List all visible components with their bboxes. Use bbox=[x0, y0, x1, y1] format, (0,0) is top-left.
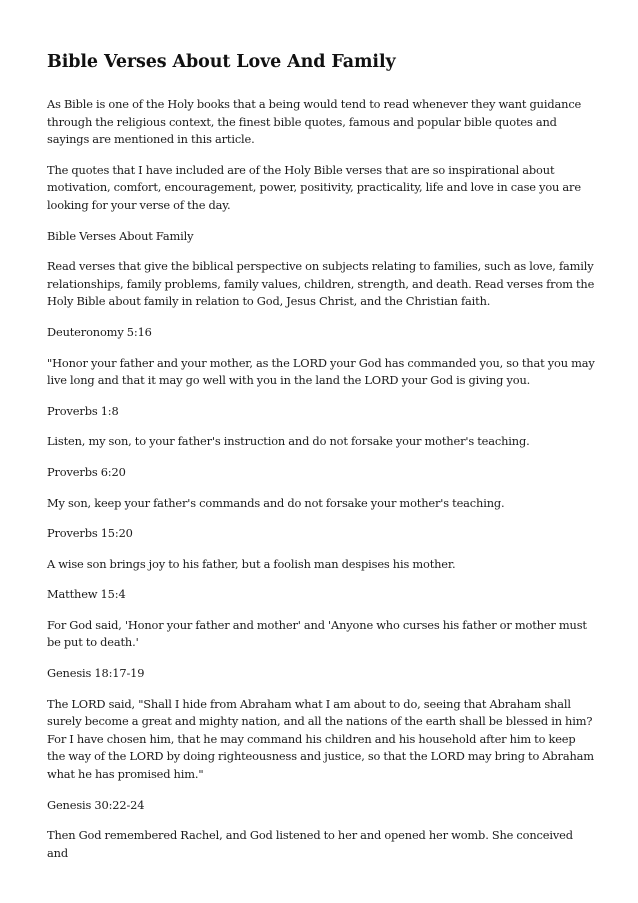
document-title: Bible Verses About Love And Family bbox=[47, 52, 396, 72]
verse-text: The LORD said, "Shall I hide from Abraham what I am about to do, seeing that Abraham shall surely become a great and mighty nation, and all the nations of the earth shall be blessed in him? For I have chosen him, that he may command his children and his household after him to keep the way of the LORD by doing righteousness and justice, so that the LORD may bring to Abraham what he has promised him." bbox=[47, 696, 594, 782]
verse-text: My son, keep your father's commands and do not forsake your mother's teaching. bbox=[47, 495, 505, 510]
verse-reference: Deuteronomy 5:16 bbox=[47, 324, 152, 339]
section-heading-family: Bible Verses About Family bbox=[47, 228, 194, 243]
family-intro-paragraph: Read verses that give the biblical perspective on subjects relating to families, such as love, family relationships, family problems, family values, children, strength, and death. Read verses from the Holy Bible about family in relation to God, Jesus Christ, and the Christian faith. bbox=[47, 259, 595, 309]
verse-text: Listen, my son, to your father's instruction and do not forsake your mother's teaching. bbox=[47, 434, 530, 449]
verse-reference: Genesis 30:22-24 bbox=[47, 797, 145, 812]
verse-reference: Matthew 15:4 bbox=[47, 587, 126, 602]
quotes-paragraph: The quotes that I have included are of the Holy Bible verses that are so inspirational about motivation, comfort, encouragement, power, positivity, practicality, life and love in case you are looking for your verse of the day. bbox=[47, 162, 581, 212]
verse-reference: Proverbs 6:20 bbox=[47, 464, 126, 479]
verse-reference: Genesis 18:17-19 bbox=[47, 666, 145, 681]
verse-text: Then God remembered Rachel, and God listened to her and opened her womb. She conceived and bbox=[47, 828, 573, 860]
verse-text: A wise son brings joy to his father, but a foolish man despises his mother. bbox=[47, 556, 456, 571]
verse-reference: Proverbs 1:8 bbox=[47, 403, 119, 418]
verse-text: "Honor your father and your mother, as the LORD your God has commanded you, so that you may live long and that it may go well with you in the land the LORD your God is giving you. bbox=[47, 355, 595, 388]
verse-reference: Proverbs 15:20 bbox=[47, 526, 133, 541]
document-page bbox=[47, 50, 595, 875]
intro-paragraph: As Bible is one of the Holy books that a being would tend to read whenever they want guidance through the religious context, the finest bible quotes, famous and popular bible quotes and sayings are mentioned in this article. bbox=[47, 97, 582, 147]
verse-text: For God said, 'Honor your father and mother' and 'Anyone who curses his father or mother must be put to death.' bbox=[47, 617, 587, 650]
